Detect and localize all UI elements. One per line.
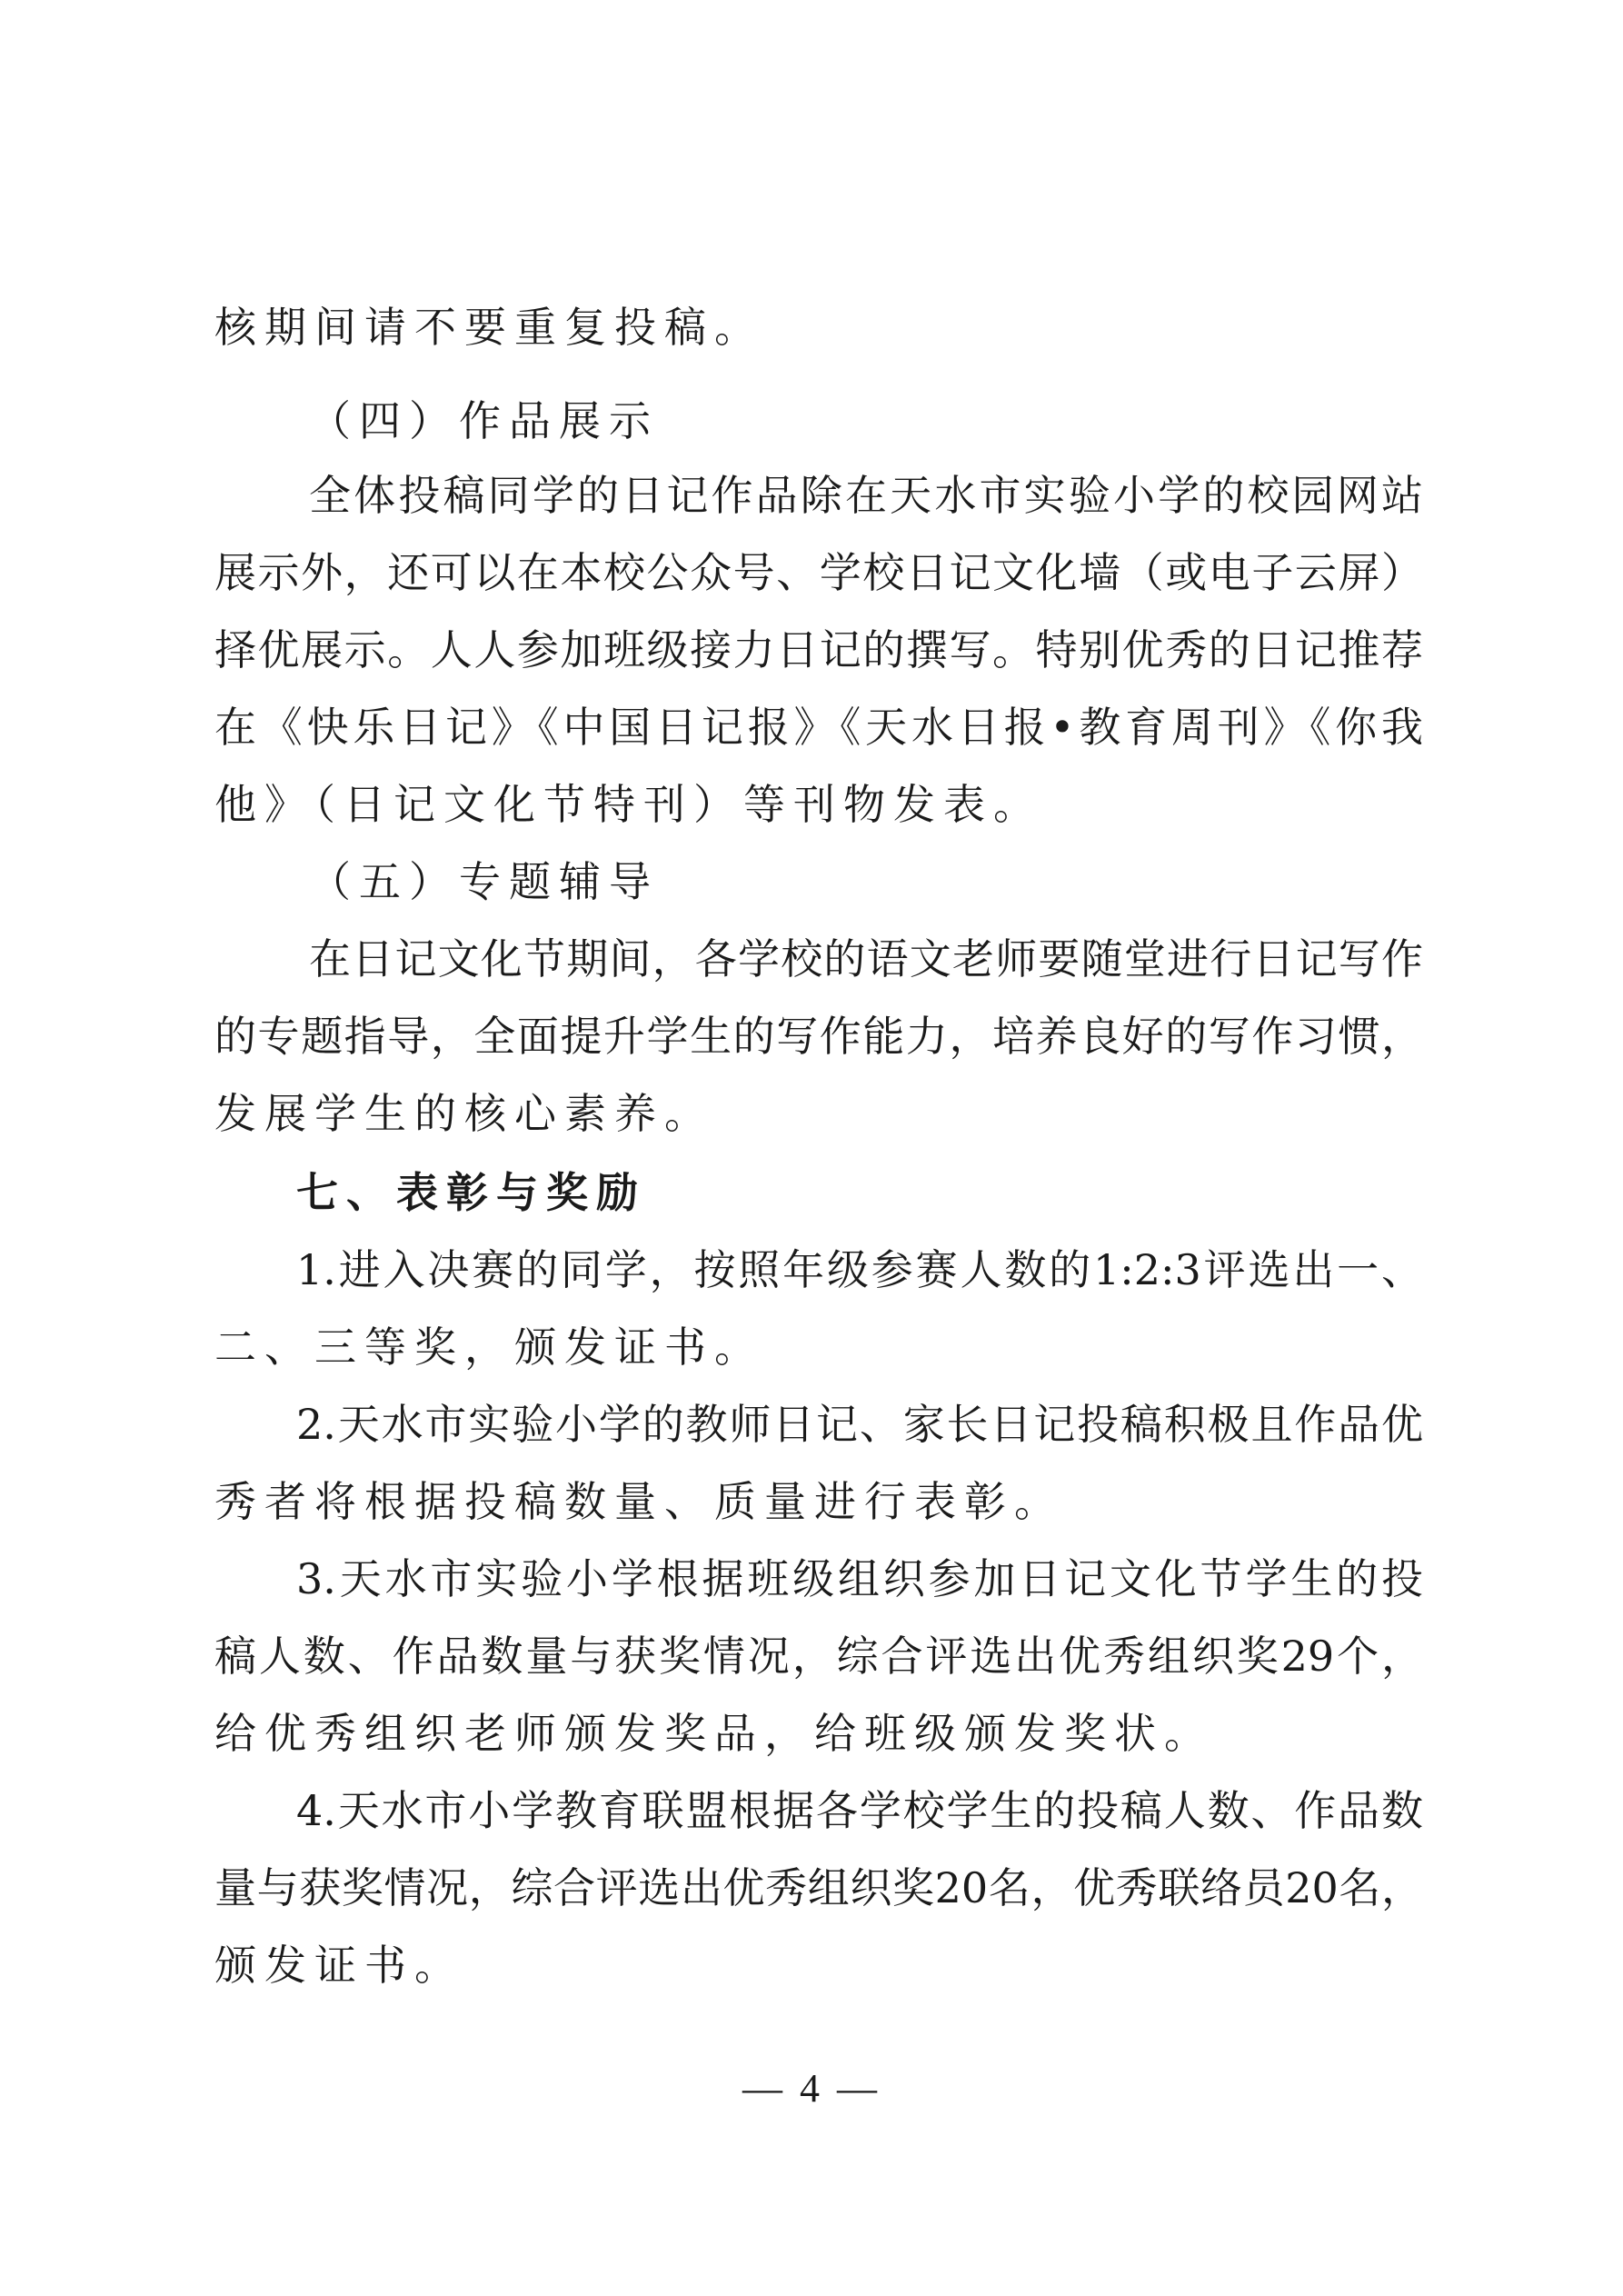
paragraph-line: 4.天水市小学教育联盟根据各学校学生的投稿人数、作品数 [296, 1786, 1423, 1835]
paragraph-line: 核期间请不要重复投稿。 [214, 303, 764, 352]
paragraph-line: 二、三等奖，颁发证书。 [214, 1323, 764, 1372]
paragraph-line: 在《快乐日记》《中国日记报》《天水日报•教育周刊》《你我 [214, 703, 1423, 752]
paragraph-line: 1.进入决赛的同学，按照年级参赛人数的1:2:3评选出一、 [296, 1245, 1423, 1294]
chapter-heading-awards: 七、表彰与奖励 [296, 1168, 646, 1217]
section-heading-guidance: （五）专题辅导 [309, 857, 659, 906]
paragraph-line: 全体投稿同学的日记作品除在天水市实验小学的校园网站 [309, 471, 1423, 520]
paragraph-line: 择优展示。人人参加班级接力日记的撰写。特别优秀的日记推荐 [214, 625, 1423, 674]
section-heading-display: （四）作品展示 [309, 396, 659, 445]
paragraph-line: 3.天水市实验小学根据班级组织参加日记文化节学生的投 [296, 1554, 1423, 1603]
paragraph-line: 颁发证书。 [214, 1941, 464, 1990]
paragraph-line: 的专题指导，全面提升学生的写作能力，培养良好的写作习惯， [214, 1012, 1423, 1061]
paragraph-line: 量与获奖情况，综合评选出优秀组织奖20名，优秀联络员20名， [214, 1863, 1423, 1912]
paragraph-line: 2.天水市实验小学的教师日记、家长日记投稿积极且作品优 [296, 1400, 1423, 1449]
paragraph-line: 发展学生的核心素养。 [214, 1089, 714, 1138]
paragraph-line: 在日记文化节期间，各学校的语文老师要随堂进行日记写作 [309, 934, 1423, 983]
paragraph-line: 他》（日记文化节特刊）等刊物发表。 [214, 780, 1043, 829]
paragraph-line: 给优秀组织老师颁发奖品，给班级颁发奖状。 [214, 1709, 1214, 1758]
paragraph-line: 展示外，还可以在本校公众号、学校日记文化墙（或电子云屏） [214, 548, 1423, 597]
paragraph-line: 秀者将根据投稿数量、质量进行表彰。 [214, 1477, 1064, 1526]
paragraph-line: 稿人数、作品数量与获奖情况，综合评选出优秀组织奖29个， [214, 1632, 1423, 1681]
page-number: — 4 — [742, 2066, 881, 2111]
